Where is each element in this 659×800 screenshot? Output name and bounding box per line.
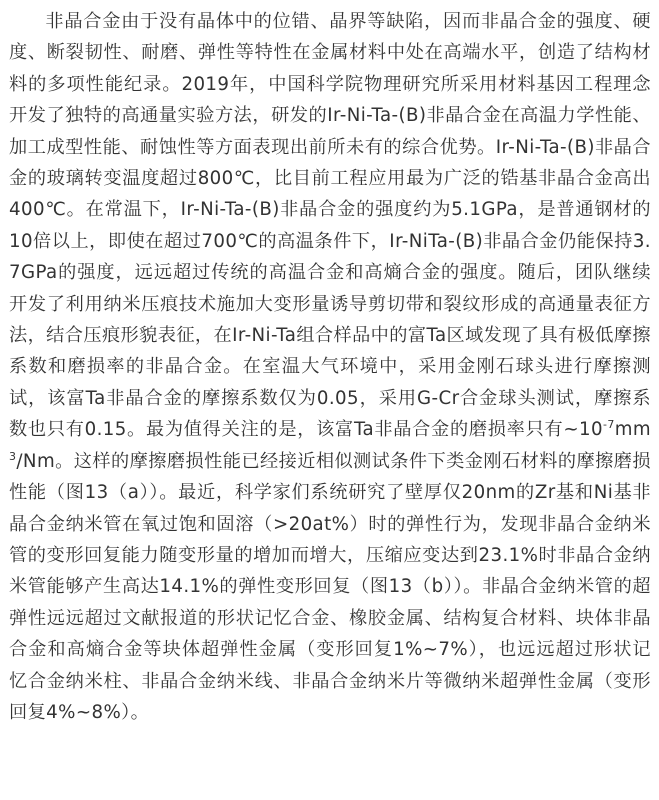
unit-mm: mm	[614, 419, 651, 441]
body-paragraph	[9, 6, 651, 728]
paragraph-text-part-1: 非晶合金由于没有晶体中的位错、晶界等缺陷，因而非晶合金的强度、硬度、断裂韧性、耐磨、弹性等特性在金属材料中处在高端水平，创造了结构材料的多项性能纪录。2019年，中国科学院物理研究所采用材料基因工程理念开发了独特的高通量实验方法，研发的Ir-Ni-Ta-(B)非晶合金在高温力学性能、加工成型性能、耐蚀性等方面表现出前所未有的综合优势。Ir-Ni-Ta-(B)非晶合金的玻璃转变温度超过800℃，比目前工程应用最为广泛的锆基非晶合金高出400℃。在常温下，Ir-Ni-Ta-(B)非晶合金的强度约为5.1GPa，是普通钢材的10倍以上，即使在超过700℃的高温条件下，Ir-NiTa-(B)非晶合金仍能保持3.7GPa的强度，远远超过传统的高温合金和高熵合金的强度。随后，团队继续开发了利用纳米压痕技术施加大变形量诱导剪切带和裂纹形成的高通量表征方法，结合压痕形貌表征，在Ir-Ni-Ta组合样品中的富Ta区域发现了具有极低摩擦系数和磨损率的非晶合金。在室温大气环境中，采用金刚石球头进行摩擦测试，该富Ta非晶合金的摩擦系数仅为0.05，采用G-Cr合金球头测试，摩擦系数也只有0.15。最为值得关注的是，该富Ta非晶合金的磨损率只有~10	[9, 11, 651, 441]
exponent-minus-seven: -7	[602, 418, 615, 432]
paragraph-text-part-2: /Nm。这样的摩擦磨损性能已经接近相似测试条件下类金刚石材料的摩擦磨损性能（图13（a））。最近，科学家们系统研究了壁厚仅20nm的Zr基和Ni基非晶合金纳米管在氧过饱和固溶（>20at%）时的弹性行为，发现非晶合金纳米管的变形回复能力随变形量的增加而增大，压缩应变达到23.1%时非晶合金纳米管能够产生高达14.1%的弹性变形回复（图13（b））。非晶合金纳米管的超弹性远远超过文献报道的形状记忆合金、橡胶金属、结构复合材料、块体非晶合金和高熵合金等块体超弹性金属（变形回复1%~7%），也远远超过形状记忆合金纳米柱、非晶合金纳米线、非晶合金纳米片等微纳米超弹性金属（变形回复4%~8%）。	[9, 450, 651, 723]
exponent-three: 3	[9, 449, 17, 463]
